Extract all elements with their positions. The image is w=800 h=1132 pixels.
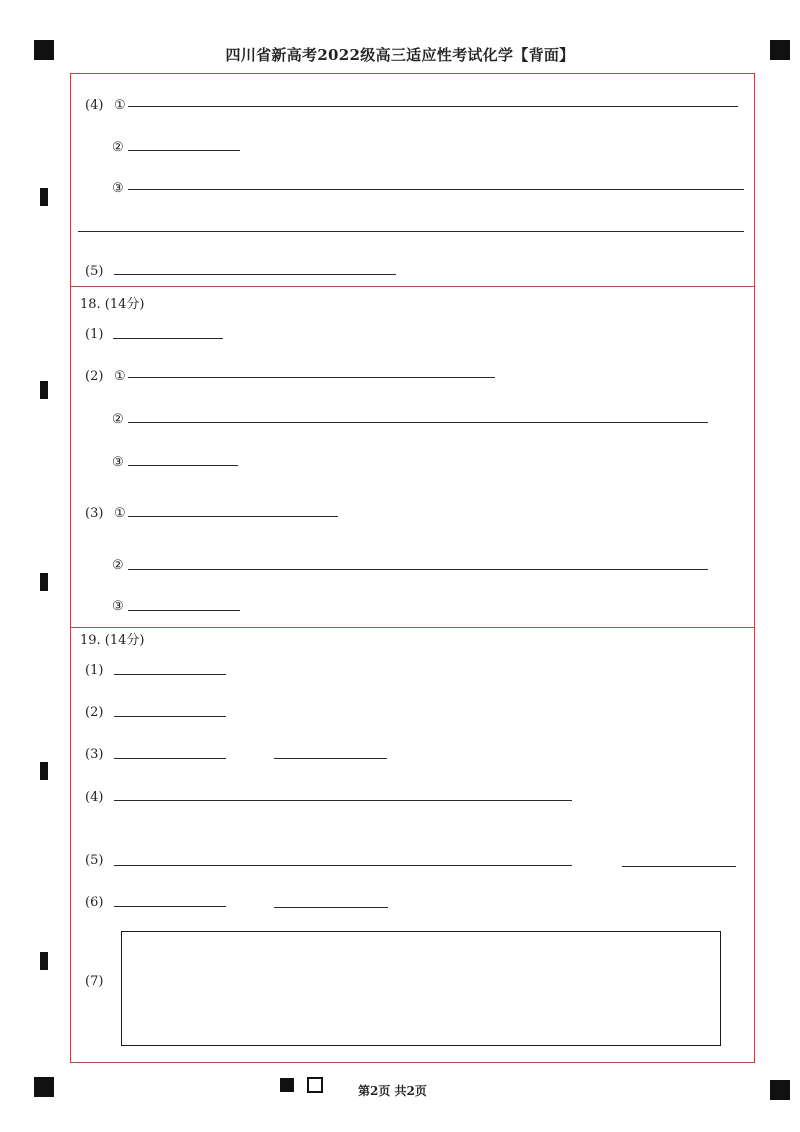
answer-line[interactable]: [128, 516, 338, 517]
answer-line[interactable]: [128, 422, 708, 423]
q18-2-1-label: ①: [114, 369, 126, 384]
q19-2-label: (2): [85, 705, 104, 720]
answer-line[interactable]: [128, 106, 738, 107]
q17-4-2-label: ②: [112, 140, 124, 155]
answer-line[interactable]: [128, 150, 240, 151]
timing-mark: [40, 381, 48, 399]
q19-6-label: (6): [85, 895, 104, 910]
answer-line[interactable]: [114, 865, 572, 866]
q18-3-label: (3): [85, 506, 104, 521]
q19-7-label: (7): [85, 974, 104, 989]
q18-2-label: (2): [85, 369, 104, 384]
q19-title: 19. (14分): [80, 633, 145, 648]
answer-line[interactable]: [274, 758, 387, 759]
timing-mark: [40, 952, 48, 970]
answer-line[interactable]: [128, 189, 744, 190]
q18-3-1-label: ①: [114, 506, 126, 521]
answer-line[interactable]: [78, 231, 744, 232]
page-title: 四川省新高考2022级高三适应性考试化学【背面】: [225, 46, 575, 64]
registration-mark-bottom-right: [770, 1080, 790, 1100]
drawing-answer-area[interactable]: [121, 931, 721, 1046]
q19-4-label: (4): [85, 790, 104, 805]
answer-line[interactable]: [274, 907, 388, 908]
q17-5-label: (5): [85, 264, 104, 279]
q18-3-2-label: ②: [112, 558, 124, 573]
page-number: 第2页 共2页: [358, 1084, 427, 1098]
answer-line[interactable]: [128, 569, 708, 570]
q17-4-3-label: ③: [112, 181, 124, 196]
answer-line[interactable]: [114, 758, 226, 759]
timing-mark: [40, 188, 48, 206]
answer-line[interactable]: [114, 716, 226, 717]
q18-2-3-label: ③: [112, 455, 124, 470]
q17-4-label: (4): [85, 98, 104, 113]
answer-line[interactable]: [128, 465, 238, 466]
timing-mark: [40, 573, 48, 591]
answer-line[interactable]: [128, 610, 240, 611]
answer-line[interactable]: [114, 906, 226, 907]
q19-5-label: (5): [85, 853, 104, 868]
footer-empty-square: [307, 1077, 323, 1093]
q19-3-label: (3): [85, 747, 104, 762]
q18-1-label: (1): [85, 327, 104, 342]
q19-1-label: (1): [85, 663, 104, 678]
q18-title: 18. (14分): [80, 297, 145, 312]
answer-line[interactable]: [113, 338, 223, 339]
registration-mark-bottom-left: [34, 1077, 54, 1097]
answer-line[interactable]: [114, 674, 226, 675]
q17-4-1-label: ①: [114, 98, 126, 113]
answer-line[interactable]: [128, 377, 495, 378]
q18-3-3-label: ③: [112, 599, 124, 614]
footer-filled-square: [280, 1078, 294, 1092]
answer-line[interactable]: [114, 274, 396, 275]
answer-line[interactable]: [114, 800, 572, 801]
answer-line[interactable]: [622, 866, 736, 867]
timing-mark: [40, 762, 48, 780]
q18-2-2-label: ②: [112, 412, 124, 427]
